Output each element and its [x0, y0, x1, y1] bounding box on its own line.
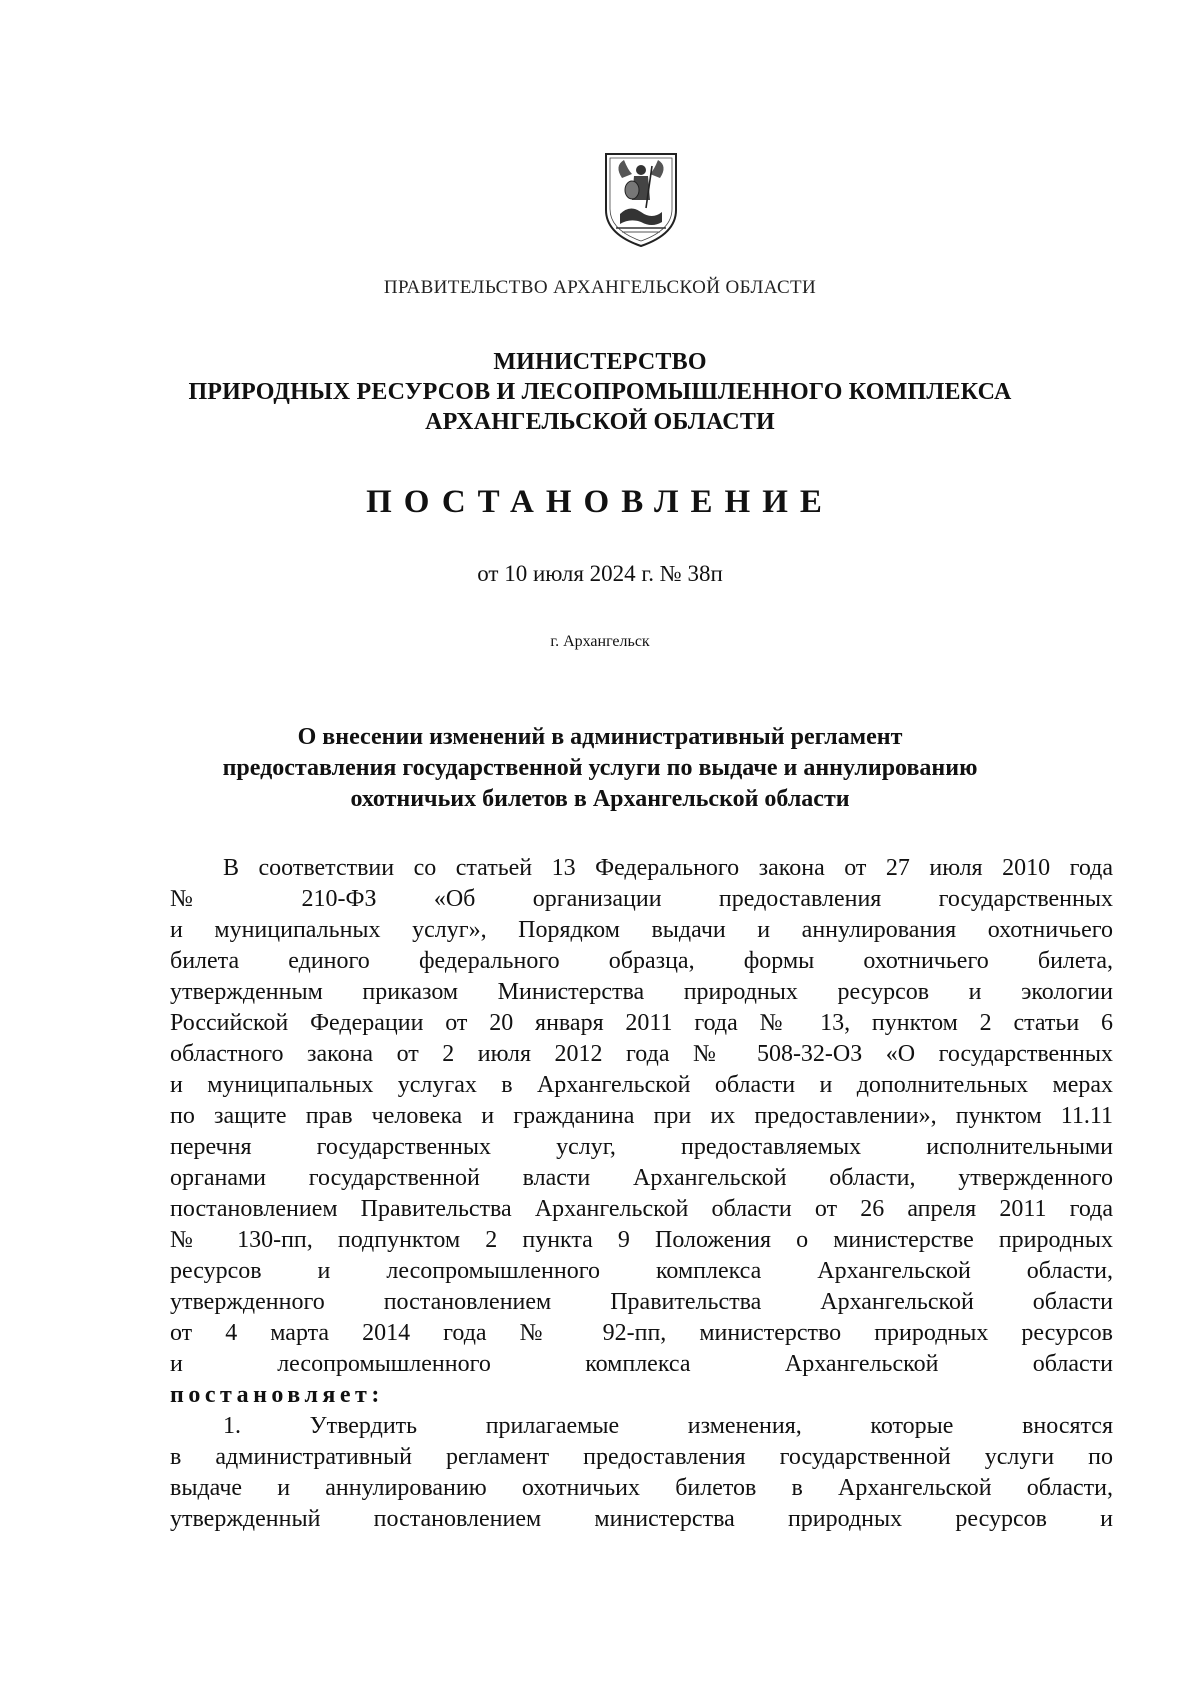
ministry-name: [0, 347, 1200, 437]
government-name: ПРАВИТЕЛЬСТВО АРХАНГЕЛЬСКОЙ ОБЛАСТИ: [383, 277, 817, 298]
body-line: областного закона от 2 июля 2012 года № 508-32-ОЗ «О государственных: [170, 1041, 1113, 1067]
body-line: и лесопромышленного комплекса Архангельской области: [170, 1351, 1113, 1377]
document-type: ПОСТАНОВЛЕНИЕ: [366, 484, 834, 520]
body-line: билета единого федерального образца, формы охотничьего билета,: [170, 948, 1113, 974]
item1-line: выдаче и аннулированию охотничьих билетов в Архангельской области,: [170, 1475, 1113, 1501]
body-line: по защите прав человека и гражданина при их предоставлении», пунктом 11.11: [170, 1103, 1113, 1129]
subject-line: О внесении изменений в административный регламент: [297, 724, 903, 750]
document-subject: [0, 722, 1200, 815]
body-line: Российской Федерации от 20 января 2011 года № 13, пунктом 2 статьи 6: [170, 1010, 1113, 1036]
ministry-line: МИНИСТЕРСТВО: [493, 349, 707, 375]
resolves-word: постановляет:: [170, 1382, 384, 1408]
body-line: и муниципальных услугах в Архангельской области и дополнительных мерах: [170, 1072, 1113, 1098]
ministry-line: АРХАНГЕЛЬСКОЙ ОБЛАСТИ: [425, 409, 775, 435]
body-line: утвержденным приказом Министерства природных ресурсов и экологии: [170, 979, 1113, 1005]
document-date-number: от 10 июля 2024 г. № 38п: [477, 561, 723, 586]
body-line: и муниципальных услуг», Порядком выдачи и аннулирования охотничьего: [170, 917, 1113, 943]
coat-of-arms-icon: [602, 148, 680, 248]
body-line: № 130-пп, подпунктом 2 пункта 9 Положения о министерстве природных: [170, 1227, 1113, 1253]
body-line: перечня государственных услуг, предоставляемых исполнительными: [170, 1134, 1113, 1160]
body-line: от 4 марта 2014 года № 92-пп, министерство природных ресурсов: [170, 1320, 1113, 1346]
body-line: постановлением Правительства Архангельской области от 26 апреля 2011 года: [170, 1196, 1113, 1222]
item1-line: утвержденный постановлением министерства природных ресурсов и: [170, 1506, 1113, 1532]
body-line: № 210-ФЗ «Об организации предоставления государственных: [170, 886, 1113, 912]
body-line: ресурсов и лесопромышленного комплекса Архангельской области,: [170, 1258, 1113, 1284]
body-line: В соответствии со статьей 13 Федерального закона от 27 июля 2010 года: [223, 855, 1113, 881]
ministry-line: ПРИРОДНЫХ РЕСУРСОВ И ЛЕСОПРОМЫШЛЕННОГО КОМПЛЕКСА: [188, 379, 1012, 405]
body-line: органами государственной власти Архангельской области, утвержденного: [170, 1165, 1113, 1191]
subject-line: охотничьих билетов в Архангельской области: [350, 786, 850, 812]
item1-line: 1. Утвердить прилагаемые изменения, которые вносятся: [223, 1413, 1113, 1439]
item1-line: в административный регламент предоставления государственной услуги по: [170, 1444, 1113, 1470]
document-place: г. Архангельск: [550, 633, 650, 650]
resolves-line: [170, 1380, 1113, 1411]
subject-line: предоставления государственной услуги по выдаче и аннулированию: [222, 755, 978, 781]
body-line: утвержденного постановлением Правительства Архангельской области: [170, 1289, 1113, 1315]
document-body: [170, 853, 1113, 1535]
